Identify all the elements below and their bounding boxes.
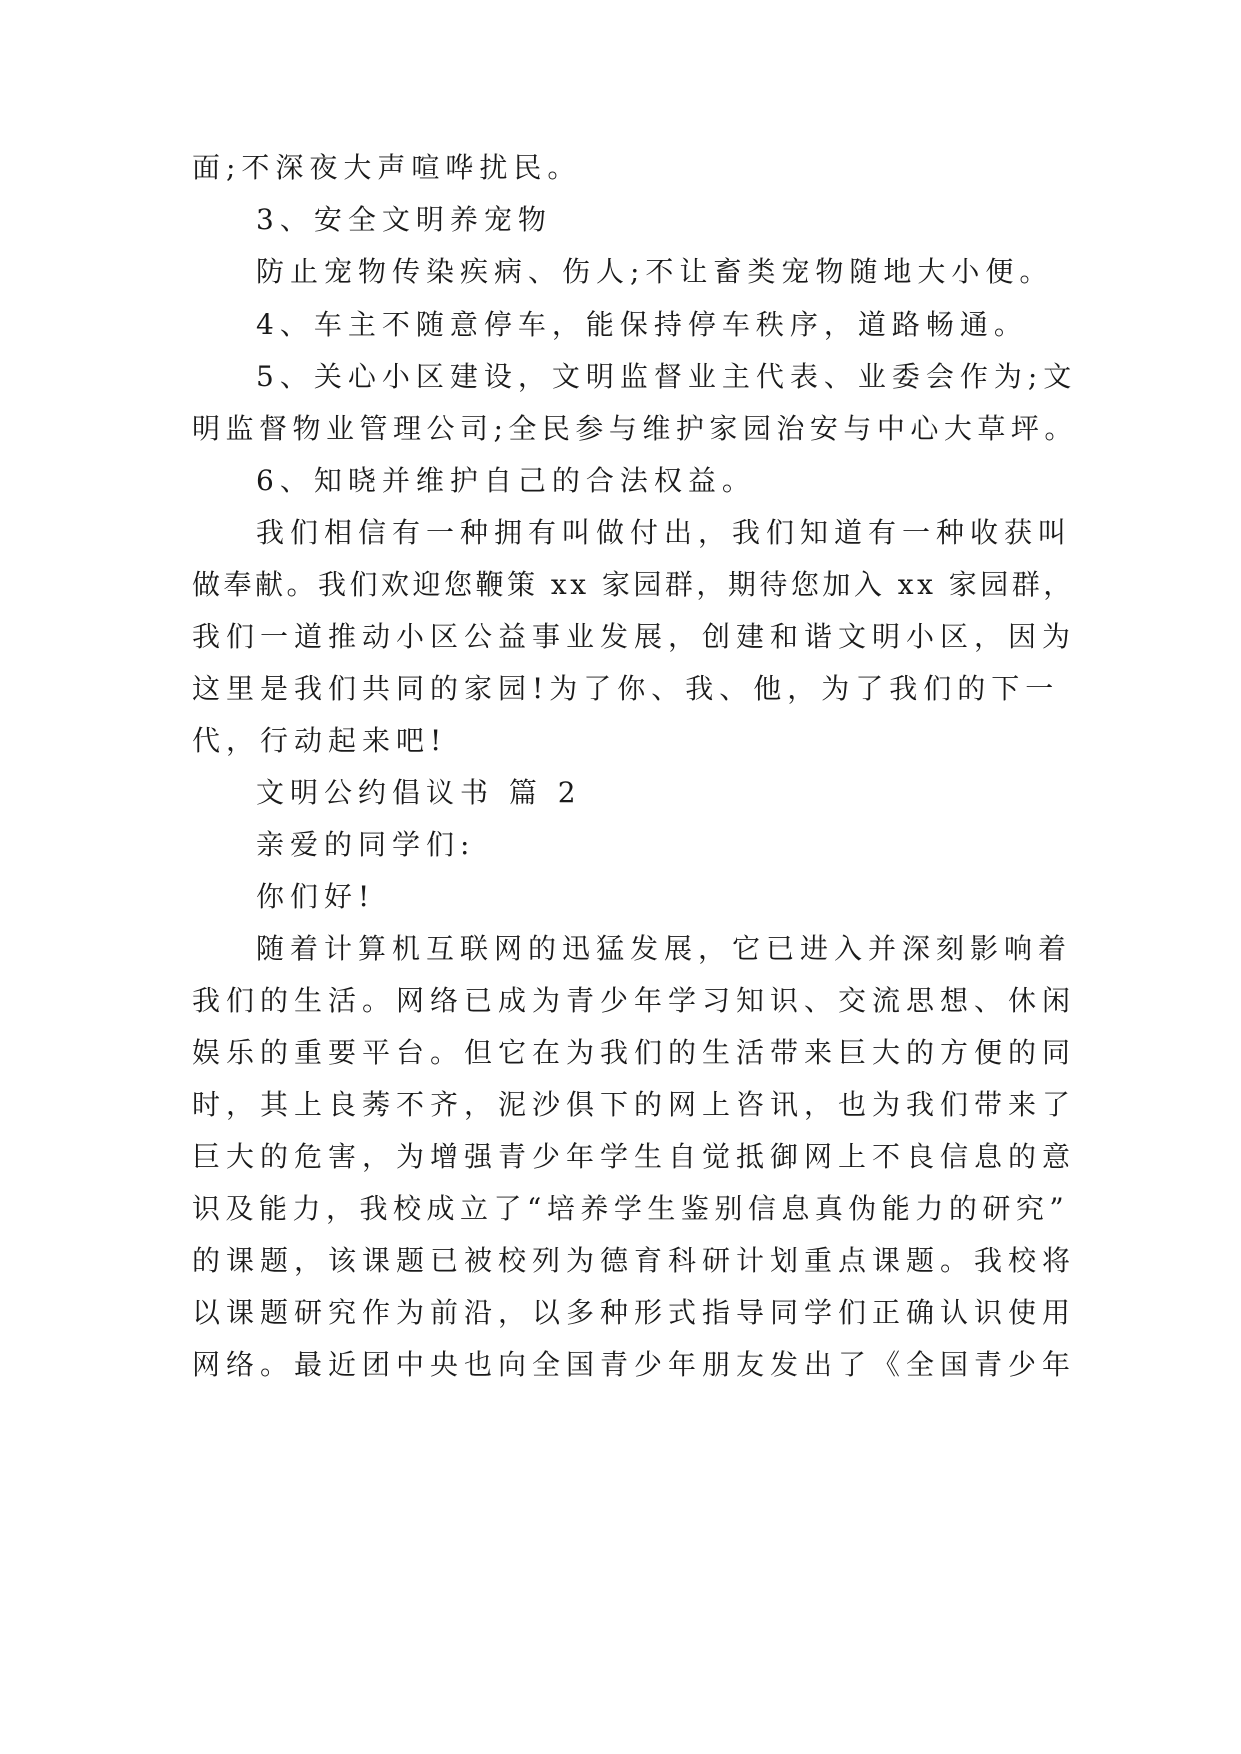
text-line: 明监督物业管理公司;全民参与维护家园治安与中心大草坪。	[192, 412, 1078, 445]
section-title: 文明公约倡议书 篇 2	[256, 776, 582, 809]
text-line: 面;不深夜大声喧哗扰民。	[192, 151, 582, 184]
list-item: 5、关心小区建设，文明监督业主代表、业委会作为;文	[256, 360, 1078, 393]
greeting: 你们好!	[256, 880, 376, 913]
paragraph-line: 我们相信有一种拥有叫做付出，我们知道有一种收获叫	[256, 516, 1073, 549]
paragraph-line: 这里是我们共同的家园!为了你、我、他，为了我们的下一	[192, 672, 1060, 705]
list-item: 4、车主不随意停车，能保持停车秩序，道路畅通。	[256, 308, 1028, 341]
paragraph-line: 的课题，该课题已被校列为德育科研计划重点课题。我校将	[192, 1244, 1077, 1277]
paragraph-line: 巨大的危害，为增强青少年学生自觉抵御网上不良信息的意	[192, 1140, 1077, 1173]
paragraph-line: 代，行动起来吧!	[192, 724, 448, 757]
paragraph-line: 网络。最近团中央也向全国青少年朋友发出了《全国青少年	[192, 1348, 1077, 1381]
paragraph-line: 时，其上良莠不齐，泥沙俱下的网上咨讯，也为我们带来了	[192, 1088, 1077, 1121]
salutation: 亲爱的同学们:	[256, 828, 476, 861]
text-line: 防止宠物传染疾病、伤人;不让畜类宠物随地大小便。	[256, 255, 1054, 288]
paragraph-line: 随着计算机互联网的迅猛发展，它已进入并深刻影响着	[256, 932, 1073, 965]
paragraph-line: 娱乐的重要平台。但它在为我们的生活带来巨大的方便的同	[192, 1036, 1077, 1069]
paragraph-line: 我们的生活。网络已成为青少年学习知识、交流思想、休闲	[192, 984, 1077, 1017]
paragraph-line: 以课题研究作为前沿，以多种形式指导同学们正确认识使用	[192, 1296, 1077, 1329]
paragraph-line: 我们一道推动小区公益事业发展，创建和谐文明小区，因为	[192, 620, 1077, 653]
list-item: 6、知晓并维护自己的合法权益。	[256, 464, 756, 497]
paragraph-line: 识及能力，我校成立了“培养学生鉴别信息真伪能力的研究”	[192, 1192, 1070, 1225]
paragraph-line: 做奉献。我们欢迎您鞭策 xx 家园群，期待您加入 xx 家园群，	[192, 568, 1075, 601]
list-item-heading: 3、安全文明养宠物	[256, 203, 552, 236]
